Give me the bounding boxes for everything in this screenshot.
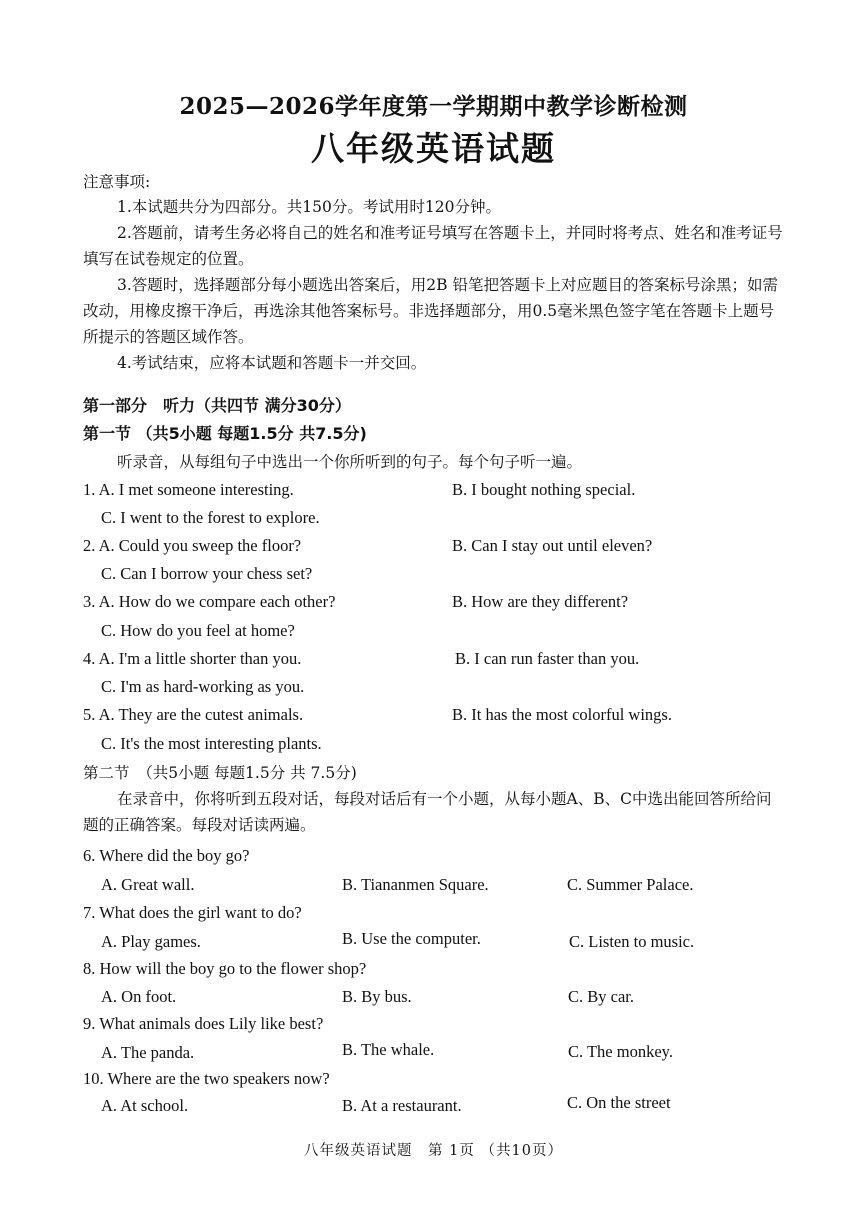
page-footer: 八年级英语试题 第 1页 （共10页） <box>304 1143 563 1159</box>
notes-heading: 注意事项: <box>83 173 151 191</box>
s1-q5-option-a: 5. A. They are the cutest animals. <box>83 705 304 724</box>
s1-q3-option-a: 3. A. How do we compare each other? <box>83 592 336 611</box>
s1-q3-option-c: C. How do you feel at home? <box>101 621 295 640</box>
s2-q10-option-c: C. On the street <box>567 1093 671 1112</box>
note-3: 3.答题时，选择题部分每小题选出答案后，用2B 铅笔把答题卡上对应题目的答案标号涂黑；如需改动，用橡皮擦干净后，再选涂其他答案标号。非选择题部分，用0.5毫米黑色签字笔在答题卡上题号所提示的答题区域作答。 <box>83 276 778 346</box>
s1-q4-option-b: B. I can run faster than you. <box>455 649 640 668</box>
s1-q5-option-c: C. It's the most interesting plants. <box>101 734 322 753</box>
s2-q10-option-a: A. At school. <box>101 1096 189 1115</box>
note-2: 2.答题前，请考生务必将自己的姓名和准考证号填写在答题卡上，并同时将考点、姓名和准考证号填写在试卷规定的位置。 <box>83 224 783 268</box>
s1-q5-option-b: B. It has the most colorful wings. <box>452 705 672 724</box>
s2-q9-option-c: C. The monkey. <box>568 1042 673 1061</box>
s1-q2-option-c: C. Can I borrow your chess set? <box>101 564 313 583</box>
s2-q6-option-b: B. Tiananmen Square. <box>342 875 489 894</box>
exam-subtitle: 八年级英语试题 <box>311 129 556 168</box>
s1-q4-option-a: 4. A. I'm a little shorter than you. <box>83 649 302 668</box>
section2-heading: 第二节 （共5小题 每题1.5分 共 7.5分) <box>83 764 357 782</box>
exam-title: 2025—2026学年度第一学期期中教学诊断检测 <box>179 93 688 120</box>
section2-instruction: 在录音中，你将听到五段对话，每段对话后有一个小题，从每小题A、B、C中选出能回答所给问题的正确答案。每段对话读两遍。 <box>83 790 772 834</box>
section1-instruction: 听录音，从每组句子中选出一个你所听到的句子。每个句子听一遍。 <box>117 453 583 471</box>
s2-q8-option-b: B. By bus. <box>342 987 412 1006</box>
note-4: 4.考试结束，应将本试题和答题卡一并交回。 <box>117 354 427 372</box>
s2-q8-option-a: A. On foot. <box>101 987 177 1006</box>
s1-q4-option-c: C. I'm as hard-working as you. <box>101 677 305 696</box>
s2-q10-option-b: B. At a restaurant. <box>342 1096 462 1115</box>
s2-q9-option-a: A. The panda. <box>101 1043 195 1062</box>
s1-q1-option-c: C. I went to the forest to explore. <box>101 508 320 527</box>
part1-heading: 第一部分 听力（共四节 满分30分） <box>83 396 351 415</box>
note-1: 1.本试题共分为四部分。共150分。考试用时120分钟。 <box>117 198 501 216</box>
s1-q1-option-b: B. I bought nothing special. <box>452 480 636 499</box>
s1-q1-option-a: 1. A. I met someone interesting. <box>83 480 294 499</box>
s2-q6-option-a: A. Great wall. <box>101 875 195 894</box>
s1-q3-option-b: B. How are they different? <box>452 592 629 611</box>
s2-q8-question: 8. How will the boy go to the flower shop? <box>83 959 367 978</box>
s2-q6-question: 6. Where did the boy go? <box>83 846 250 865</box>
section1-heading: 第一节 （共5小题 每题1.5分 共7.5分) <box>83 424 367 443</box>
s1-q2-option-a: 2. A. Could you sweep the floor? <box>83 536 302 555</box>
s2-q7-option-b: B. Use the computer. <box>342 929 481 948</box>
s2-q9-question: 9. What animals does Lily like best? <box>83 1014 324 1033</box>
s2-q7-option-a: A. Play games. <box>101 932 201 951</box>
s2-q6-option-c: C. Summer Palace. <box>567 875 694 894</box>
s2-q9-option-b: B. The whale. <box>342 1040 435 1059</box>
s2-q7-option-c: C. Listen to music. <box>569 932 695 951</box>
s2-q10-question: 10. Where are the two speakers now? <box>83 1069 330 1088</box>
s2-q7-question: 7. What does the girl want to do? <box>83 903 302 922</box>
s2-q8-option-c: C. By car. <box>568 987 634 1006</box>
s1-q2-option-b: B. Can I stay out until eleven? <box>452 536 653 555</box>
